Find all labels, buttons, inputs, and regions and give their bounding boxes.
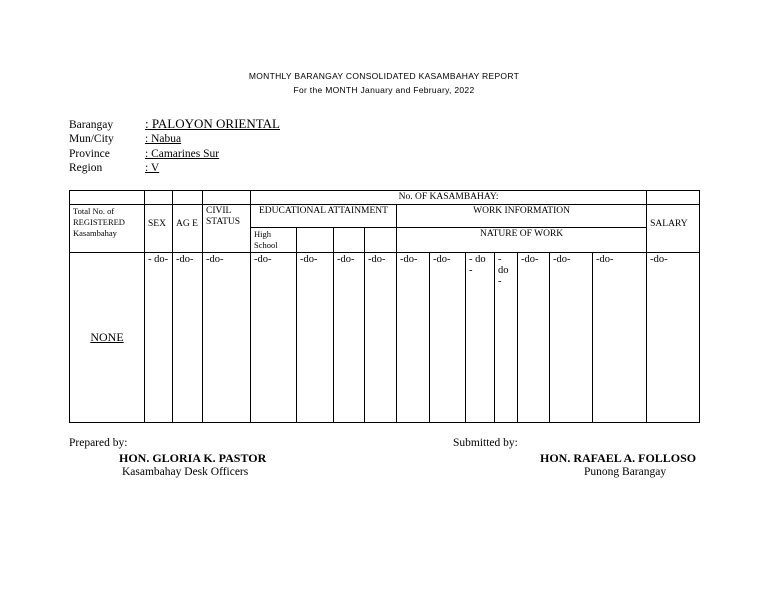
table-cell <box>365 228 397 253</box>
prepared-by-title: Kasambahay Desk Officers <box>122 466 249 478</box>
civil-status-header: CIVIL STATUS <box>203 205 251 253</box>
nature-of-work-header: NATURE OF WORK <box>397 228 647 253</box>
table-cell <box>70 191 145 205</box>
ditto-cell: -do- <box>297 253 334 423</box>
ditto-cell: -do- <box>334 253 365 423</box>
prepared-by-name: HON. GLORIA K. PASTOR <box>119 451 267 465</box>
ditto-cell: -do- <box>365 253 397 423</box>
barangay-label: Barangay <box>69 119 114 131</box>
prepared-by-label: Prepared by: <box>69 437 128 449</box>
high-school-header: High School <box>251 228 297 253</box>
age-header: AG E <box>173 205 203 253</box>
region-label: Region <box>69 162 103 174</box>
none-value: NONE <box>90 330 124 344</box>
table-cell <box>647 191 700 205</box>
submitted-by-title: Punong Barangay <box>584 466 667 478</box>
mun-city-value: : Nabua <box>145 133 182 145</box>
ditto-cell: -do- <box>397 253 430 423</box>
report-title: MONTHLY BARANGAY CONSOLIDATED KASAMBAHAY REPORT <box>248 71 520 81</box>
salary-header: SALARY <box>647 205 700 253</box>
table-cell <box>145 191 173 205</box>
kasambahay-count-header: No. OF KASAMBAHAY: <box>251 191 647 205</box>
region-row <box>69 161 159 176</box>
ditto-cell: -do- <box>593 253 647 423</box>
kasambahay-report-table <box>69 190 700 423</box>
ditto-cell: -do- <box>647 253 700 423</box>
province-row <box>69 147 219 162</box>
work-information-header: WORK INFORMATION <box>397 205 647 228</box>
total-registered-header: Total No. of REGISTERED Kasambahay <box>70 205 145 253</box>
ditto-cell: -do- <box>251 253 297 423</box>
table-cell <box>173 191 203 205</box>
ditto-cell: -do- <box>430 253 466 423</box>
barangay-row <box>69 117 280 133</box>
province-value: : Camarines Sur <box>145 148 220 160</box>
ditto-cell: - do - <box>495 253 518 423</box>
region-value: : V <box>145 162 160 174</box>
table-cell <box>203 191 251 205</box>
province-label: Province <box>69 148 110 160</box>
barangay-value: : PALOYON ORIENTAL <box>145 116 280 131</box>
submitted-by-name: HON. RAFAEL A. FOLLOSO <box>540 451 697 465</box>
table-cell <box>297 228 334 253</box>
table-cell <box>334 228 365 253</box>
submitted-by-label: Submitted by: <box>453 437 518 449</box>
ditto-cell: -do- <box>518 253 550 423</box>
mun-city-row <box>69 132 181 147</box>
report-subtitle: For the MONTH January and February, 2022 <box>293 85 475 95</box>
ditto-cell: - do- <box>145 253 173 423</box>
total-registered-value <box>70 253 145 423</box>
ditto-cell: - do - <box>466 253 495 423</box>
sex-header: SEX <box>145 205 173 253</box>
educational-attainment-header: EDUCATIONAL ATTAINMENT <box>251 205 397 228</box>
ditto-cell: -do- <box>173 253 203 423</box>
ditto-cell: -do- <box>203 253 251 423</box>
ditto-cell: -do- <box>550 253 593 423</box>
mun-city-label: Mun/City <box>69 133 114 145</box>
